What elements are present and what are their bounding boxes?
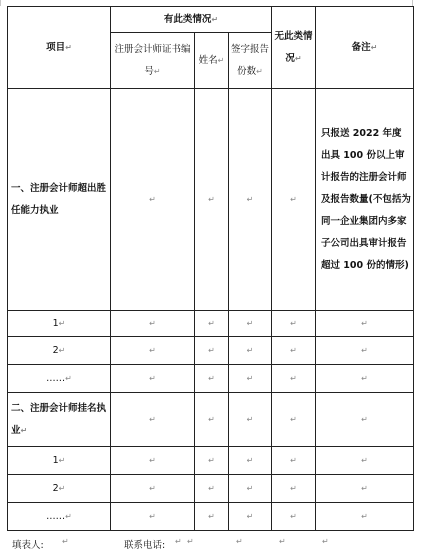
row-number: 1↵ [8,447,111,475]
paragraph-mark: ↵ [175,537,182,546]
header-name: 姓名↵ [195,33,229,89]
cell: ↵ [272,337,316,365]
cell: ↵ [195,503,229,531]
cell: ↵ [316,393,414,447]
cell: ↵ [272,311,316,337]
cell: ↵ [229,503,272,531]
cell: ↵ [316,475,414,503]
table-row [8,475,414,503]
cell: ↵ [195,365,229,393]
cell: ↵ [111,89,195,311]
paragraph-mark: ↵ [279,537,286,546]
cell: ↵ [111,393,195,447]
cell: ↵ [111,447,195,475]
table-row [8,447,414,475]
paragraph-mark: ↵ [322,537,329,546]
cell: ↵ [195,311,229,337]
section1-note: 只报送 2022 年度出具 100 份以上审计报告的注册会计师及报告数量(不包括为同一企业集团内多家子公司出具审计报告超过 100 份的情形) [316,89,414,311]
cell: ↵ [316,311,414,337]
cell: ↵ [229,365,272,393]
cell: ↵ [316,365,414,393]
row-number: 1↵ [8,311,111,337]
status-table [7,6,414,531]
row-number: ……↵ [8,503,111,531]
cell: ↵ [195,337,229,365]
cell: ↵ [111,475,195,503]
table-row [8,365,414,393]
section2-row [8,393,414,447]
header-none: 无此类情况↵ [272,7,316,89]
section2-title: 二、注册会计师挂名执业↵ [8,393,111,447]
paragraph-mark: ↵ [187,537,194,546]
cell: ↵ [229,447,272,475]
cell: ↵ [272,447,316,475]
cell: ↵ [111,311,195,337]
section1-row [8,89,414,311]
paragraph-mark: ↵ [236,537,243,546]
cell: ↵ [229,311,272,337]
cell: ↵ [272,89,316,311]
cell: ↵ [316,337,414,365]
table-row [8,503,414,531]
row-number: 2↵ [8,475,111,503]
cell: ↵ [195,393,229,447]
cell: ↵ [229,337,272,365]
form-footer [12,537,432,555]
crop-mark-left [0,0,1,6]
cell: ↵ [229,89,272,311]
row-number: ……↵ [8,365,111,393]
cell: ↵ [316,447,414,475]
cell: ↵ [229,393,272,447]
cell: ↵ [229,475,272,503]
row-number: 2↵ [8,337,111,365]
cell: ↵ [111,503,195,531]
cell: ↵ [195,447,229,475]
cell: ↵ [316,503,414,531]
header-cert-no: 注册会计师证书编号↵ [111,33,195,89]
cell: ↵ [272,393,316,447]
cell: ↵ [195,89,229,311]
table-row [8,311,414,337]
cell: ↵ [272,503,316,531]
cell: ↵ [111,365,195,393]
cell: ↵ [111,337,195,365]
table-row [8,337,414,365]
filler-label: 填表人: [12,540,44,551]
header-note: 备注↵ [316,7,414,89]
paragraph-mark: ↵ [62,537,69,546]
cell: ↵ [272,475,316,503]
header-report-count: 签字报告份数↵ [229,33,272,89]
cell: ↵ [195,475,229,503]
section1-title: 一、注册会计师超出胜任能力执业 [8,89,111,311]
header-group: 有此类情况↵ [111,7,272,33]
cell: ↵ [272,365,316,393]
header-item: 项目↵ [8,7,111,89]
phone-label: 联系电话: [124,540,166,551]
